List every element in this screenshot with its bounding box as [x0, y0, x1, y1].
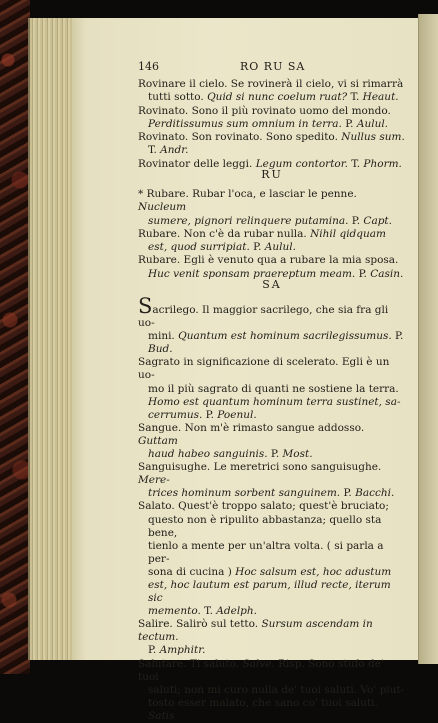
latin-text: Mere- [138, 474, 170, 487]
entry-line [138, 409, 406, 422]
author-abbrev: P. [267, 448, 283, 461]
latin-text: Sursum ascendam in tectum. [138, 618, 373, 644]
work-abbrev: Bud. [148, 343, 173, 356]
entry-line [138, 644, 406, 657]
latin-text: Quantum est hominum sacrilegissumus. [178, 330, 392, 343]
entry-line [138, 343, 406, 356]
entry-line [138, 605, 406, 618]
entry-line [138, 118, 406, 131]
entries-ro [138, 78, 406, 171]
latin-text: Salve. [242, 657, 275, 670]
entry-text: Sanguisughe. Le meretrici sono sanguisughe. [138, 461, 382, 474]
entry-line [138, 78, 406, 91]
page-number: 146 [138, 60, 159, 73]
entry-line [138, 618, 406, 644]
entry-line [138, 144, 406, 157]
entry-line [138, 579, 406, 605]
entry-line [138, 254, 406, 267]
author-abbrev: P. [340, 487, 356, 500]
entries-sa [138, 294, 406, 723]
work-abbrev: Most. [282, 448, 313, 461]
work-abbrev: Casin. [370, 267, 404, 280]
entries-ru [138, 188, 406, 281]
entry-line [138, 188, 406, 215]
latin-text: Quid si nunc coelum ruat? [207, 91, 348, 104]
entry-line [138, 697, 406, 723]
author-abbrev: P. [202, 408, 218, 421]
latin-text: est, quod surripiat. [148, 241, 250, 254]
author-abbrev: T. [347, 157, 364, 170]
page-edges [28, 18, 76, 660]
latin-text: cerrumus. [148, 408, 203, 421]
latin-text: Nucleum [138, 201, 187, 214]
entry-line [138, 514, 406, 540]
entry-text: mini. [148, 330, 179, 343]
entry-text: Rovinare il cielo. Se rovinerà il cielo, vi si rimarrà [138, 78, 404, 90]
entry-line [138, 461, 406, 487]
latin-text: memento. [148, 605, 201, 618]
entry-line [138, 500, 406, 513]
latin-text: Huc venit sponsam praereptum meam. [148, 267, 356, 280]
entry-line [138, 684, 406, 697]
latin-text: Nullus sum. [341, 131, 405, 144]
latin-text: Satis [148, 709, 175, 722]
entry-line [138, 487, 406, 500]
entry-line [138, 330, 406, 343]
entry-text: Salutare. Ti saluto. [138, 657, 243, 670]
entry-line [138, 131, 406, 144]
entry-line [138, 383, 406, 396]
entry-text: sona di cucina ) [148, 565, 236, 578]
latin-text: Legum contortor. [255, 157, 348, 170]
section-heading-ru: RU [261, 168, 283, 181]
entry-line [138, 294, 406, 330]
entry-text: Rovinator delle leggi. [138, 157, 256, 170]
entry-text: saluti; non mi curo nulla de' tuoi saluti. Vo' piut- [148, 683, 405, 696]
author-abbrev: T. [200, 605, 217, 618]
entry-text: mo il più sagrato di quanti ne sostiene la terra. [148, 382, 399, 395]
entry-line [138, 422, 406, 448]
entry-line [138, 356, 406, 382]
entry-line [138, 228, 406, 241]
latin-text: Perditissumus sum omnium in terra. [148, 117, 342, 130]
initial-letter: S [138, 294, 153, 318]
entry-line [138, 396, 406, 409]
author-abbrev: T. [148, 144, 161, 157]
entry-line [138, 91, 406, 104]
entry-text: Rovinato. Sono il più rovinato uomo del mondo. [138, 104, 391, 117]
latin-text: trices hominum sorbent sanguinem. [148, 487, 341, 500]
entry-text: Rubare. Egli è venuto qua a rubare la mia sposa. [138, 254, 399, 267]
latin-text: Guttam [138, 434, 178, 447]
latin-text: Hoc salsum est, hoc adustum [235, 565, 392, 578]
entry-line [138, 215, 406, 228]
page-header [138, 60, 406, 74]
entry-line [138, 105, 406, 118]
author-abbrev: P. [348, 214, 364, 227]
work-abbrev: Adelph. [216, 605, 257, 618]
entry-line [138, 540, 406, 566]
author-abbrev: P. [355, 267, 371, 280]
author-abbrev: P. [391, 330, 404, 343]
work-abbrev: Bacchi. [355, 487, 395, 500]
work-abbrev: Andr. [160, 144, 189, 157]
entry-text: tienlo a mente per un'altra volta. ( si parla a per- [148, 539, 384, 565]
entry-text: Sangue. Non m'è rimasto sangue addosso. [138, 421, 365, 434]
entry-text: Rubare. Non c'è da rubar nulla. [138, 227, 311, 240]
entry-line [138, 658, 406, 684]
book-cover-marbled [0, 0, 30, 674]
work-abbrev: Amphitr. [159, 644, 206, 657]
work-abbrev: Capt. [363, 214, 392, 227]
entry-text: questo non è ripulito abbastanza; quello sta bene, [148, 513, 382, 539]
entry-text: * Rubare. Rubar l'oca, e lasciar le penne. [138, 188, 357, 200]
section-heading-sa: SA [262, 278, 282, 291]
entry-line [138, 448, 406, 461]
latin-text: haud habeo sanguinis. [148, 448, 268, 461]
latin-text: sumere, pignori relinquere putamina. [148, 214, 349, 227]
work-abbrev: Heaut. [362, 91, 399, 104]
work-abbrev: Phorm. [363, 157, 402, 170]
latin-text: Homo est quantum hominum terra sustinet, sa- [148, 395, 401, 408]
latin-text: Nihil qidquam [310, 227, 386, 240]
work-abbrev: Aulul. [356, 117, 389, 130]
work-abbrev: Poenul. [217, 408, 257, 421]
author-abbrev: P. [249, 241, 265, 254]
entry-line [138, 566, 406, 579]
author-abbrev: T. [347, 91, 363, 104]
entry-text: tutti sotto. [148, 91, 208, 104]
entry-text: Salire. Salirò sul tetto. [138, 618, 262, 631]
entry-text: tosto esser malato, che sano co' tuoi saluti. [148, 696, 378, 709]
entry-text: Sagrato in significazione di scelerato. Egli è un uo- [138, 356, 390, 382]
entry-line [138, 241, 406, 254]
work-abbrev: Aulul. [264, 241, 296, 254]
author-abbrev: P. [341, 117, 357, 130]
author-abbrev: P. [148, 644, 160, 657]
entry-text: Salato. Quest'è troppo salato; quest'è bruciato; [138, 500, 389, 513]
entry-text: Rovinato. Son rovinato. Sono spedito. [138, 131, 342, 144]
entry-text: Risp. Sono stufo de' tuoi [138, 657, 384, 683]
facing-page-edge [418, 14, 438, 664]
latin-text: est, hoc lautum est parum, illud recte, iterum sic [148, 578, 391, 605]
running-head: RO RU SA [240, 60, 306, 73]
entry-text: acrilego. Il maggior sacrilego, che sia fra gli uo- [138, 304, 389, 330]
